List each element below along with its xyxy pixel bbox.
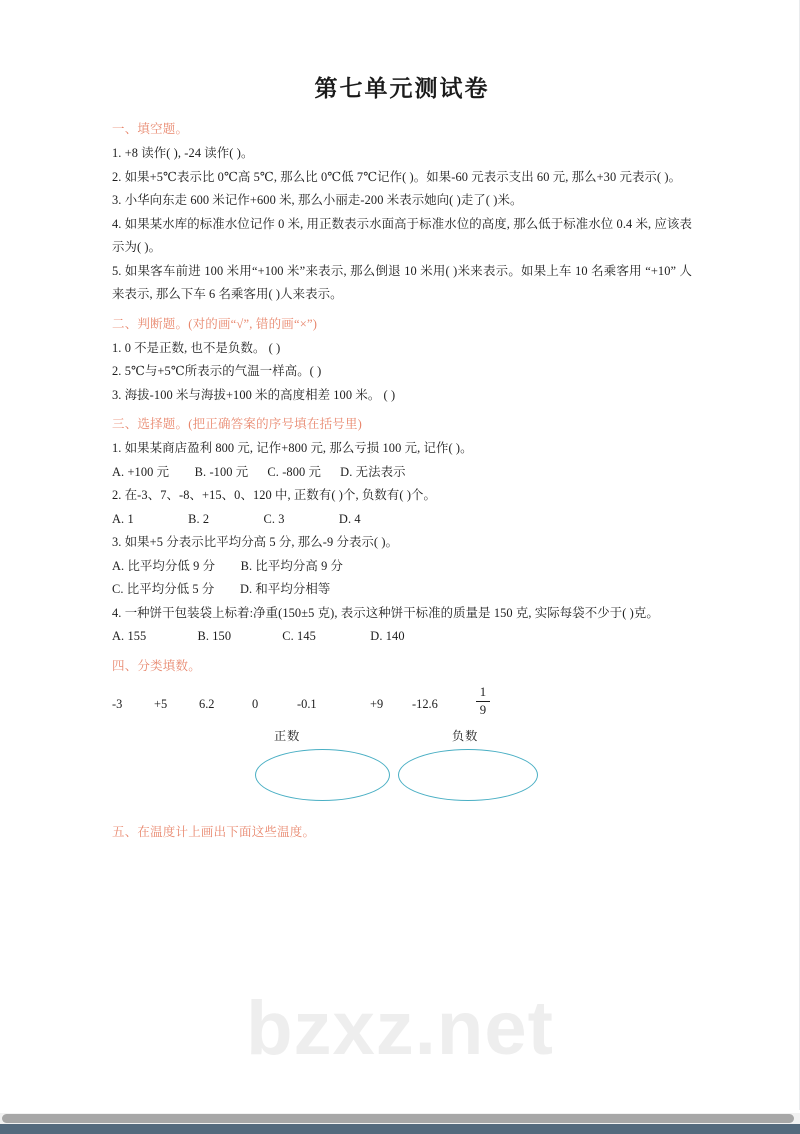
question-item: 3. 海拔-100 米与海拔+100 米的高度相差 100 米。 ( ) — [112, 387, 396, 402]
answer-ellipse-negative[interactable] — [398, 749, 538, 801]
horizontal-scrollbar-thumb[interactable] — [2, 1114, 794, 1123]
question-item: 2. 如果+5℃表示比 0℃高 5℃, 那么比 0℃低 7℃记作( )。如果-60 元表示支出 60 元, 那么+30 元表示( )。 — [112, 169, 682, 184]
section-heading-fill-in-blank: 一、填空题。 — [112, 122, 189, 136]
question-options: A. 比平均分低 9 分 B. 比平均分高 9 分 — [112, 558, 344, 573]
number-value: 0 — [252, 696, 259, 711]
question-item: 4. 如果某水库的标准水位记作 0 米, 用正数表示水面高于标准水位的高度, 那么低于标准水位 0.4 米, 应该表示为( )。 — [112, 216, 692, 254]
question-item: 1. +8 读作( ), -24 读作( )。 — [112, 146, 254, 160]
number-value: -12.6 — [412, 696, 438, 711]
fraction-value — [476, 685, 490, 718]
fraction-numerator: 1 — [479, 684, 487, 699]
number-value: 6.2 — [199, 696, 215, 711]
bucket-label-positive: 正数 — [274, 728, 301, 743]
question-options: A. 1 B. 2 C. 3 D. 4 — [112, 511, 361, 526]
document-content — [112, 0, 692, 845]
classify-buckets — [112, 727, 692, 815]
question-item: 5. 如果客车前进 100 米用“+100 米”来表示, 那么倒退 10 米用( )米来表示。如果上车 10 名乘客用 “+10” 人来表示, 那么下车 6 名乘客用( )人来表示。 — [112, 263, 692, 301]
fraction-denominator: 9 — [479, 702, 487, 717]
number-value: +5 — [154, 696, 168, 711]
question-options: C. 比平均分低 5 分 D. 和平均分相等 — [112, 582, 331, 596]
question-item: 1. 0 不是正数, 也不是负数。 ( ) — [112, 340, 281, 355]
page-title: 第七单元测试卷 — [314, 76, 490, 101]
question-stem: 1. 如果某商店盈利 800 元, 记作+800 元, 那么亏损 100 元, 记作( )。 — [112, 441, 473, 455]
number-value: -0.1 — [297, 696, 317, 711]
horizontal-scrollbar-track[interactable] — [0, 1113, 800, 1124]
fraction-bar — [476, 701, 490, 702]
number-value: -3 — [112, 696, 123, 711]
watermark: bzxz.net — [246, 986, 554, 1071]
section-heading-classify-numbers: 四、分类填数。 — [112, 658, 201, 673]
question-item: 2. 5℃与+5℃所表示的气温一样高。( ) — [112, 364, 322, 378]
question-options: A. 155 B. 150 C. 145 D. 140 — [112, 629, 405, 643]
section-heading-multiple-choice: 三、选择题。(把正确答案的序号填在括号里) — [112, 417, 363, 431]
section-heading-thermometer: 五、在温度计上画出下面这些温度。 — [112, 824, 316, 839]
question-stem: 3. 如果+5 分表示比平均分高 5 分, 那么-9 分表示( )。 — [112, 535, 399, 549]
answer-ellipse-positive[interactable] — [255, 749, 390, 801]
bucket-label-negative: 负数 — [452, 728, 479, 743]
question-stem: 2. 在-3、7、-8、+15、0、120 中, 正数有( )个, 负数有( )个。 — [112, 488, 437, 502]
section-heading-true-false: 二、判断题。(对的画“√”, 错的画“×”) — [112, 316, 318, 331]
number-value: +9 — [370, 696, 384, 711]
question-item: 3. 小华向东走 600 米记作+600 米, 那么小丽走-200 米表示她向( )走了( )米。 — [112, 193, 523, 207]
number-list — [112, 683, 692, 725]
question-stem: 4. 一种饼干包装袋上标着:净重(150±5 克), 表示这种饼干标准的质量是 150 克, 实际每袋不少于( )克。 — [112, 605, 659, 620]
question-options: A. +100 元 B. -100 元 C. -800 元 D. 无法表示 — [112, 464, 406, 479]
viewer-bottom-bar — [0, 1124, 800, 1134]
